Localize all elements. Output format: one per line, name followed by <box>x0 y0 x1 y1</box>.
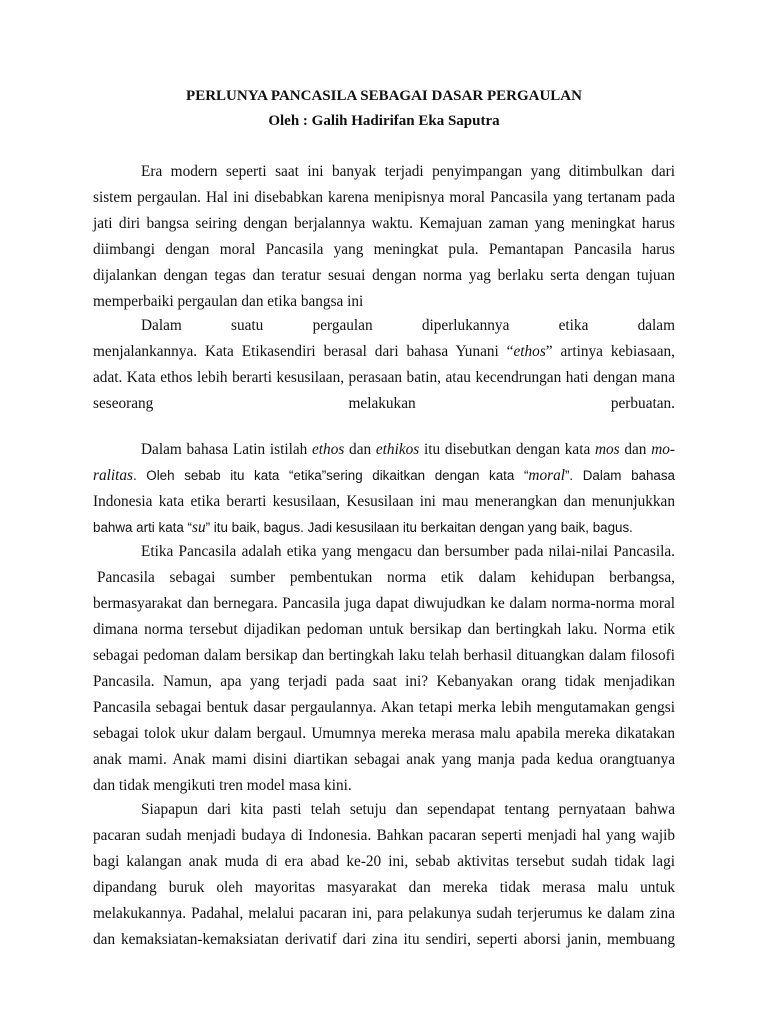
document-title: PERLUNYA PANCASILA SEBAGAI DASAR PERGAULAN <box>186 88 582 104</box>
text-line: anak mami. Anak mami disini diartikan sebagai anak yang manja pada kedua orangtuanya <box>93 751 675 768</box>
text-line: memperbaiki pergaulan dan etika bangsa ini <box>93 293 364 310</box>
text-line: sistem pergaulan. Hal ini disebabkan karena menipisnya moral Pancasila yang tertanam pada <box>93 189 675 206</box>
text-line: seseorang melakukan perbuatan. <box>93 395 675 412</box>
text-line: menjalankannya. Kata Etikasendiri berasal dari bahasa Yunani “ethos” artinya kebiasaan, <box>93 343 675 360</box>
text-line: Siapapun dari kita pasti telah setuju dan sependapat tentang pernyataan bahwa <box>141 801 675 818</box>
text-line: sebagai pedoman dalam bersikap dan bertingkah laku telah berhasil dituangkan dalam filosofi <box>93 647 675 664</box>
text-line: Etika Pancasila adalah etika yang mengacu dan bersumber pada nilai-nilai Pancasila. <box>141 543 675 560</box>
text-line: dimana norma tersebut dijadikan pedoman untuk bersikap dan bertingkah laku. Norma etik <box>93 621 675 638</box>
text-line: Pancasila sebagai bentuk dasar pergaulannya. Akan tetapi merka lebih mengutamakan gengsi <box>93 699 675 716</box>
text-line: Dalam suatu pergaulan diperlukannya etika dalam <box>141 317 675 334</box>
text-line: Era modern seperti saat ini banyak terjadi penyimpangan yang ditimbulkan dari <box>141 163 675 180</box>
text-line: bagi kalangan anak muda di era abad ke-20 ini, sebab aktivitas tersebut sudah tidak lagi <box>93 853 675 870</box>
text-line: dipandang buruk oleh mayoritas masyarakat dan mereka tidak merasa malu untuk <box>93 879 675 896</box>
text-line: Indonesia kata etika berarti kesusilaan, Kesusilaan ini mau menerangkan dan menunjukkan <box>93 493 675 510</box>
text-line: bahwa arti kata “su” itu baik, bagus. Jadi kesusilaan itu berkaitan dengan yang baik, bagus. <box>93 519 633 536</box>
text-line: bermasyarakat dan bernegara. Pancasila juga dapat diwujudkan ke dalam norma-norma moral <box>93 595 675 612</box>
text-line: dijalankan dengan tegas dan teratur sesuai dengan norma yag berlaku serta dengan tujuan <box>93 267 675 284</box>
text-line: adat. Kata ethos lebih berarti kesusilaan, perasaan batin, atau kecendrungan hati dengan mana <box>93 369 675 386</box>
text-line: ralitas. Oleh sebab itu kata “etika”sering dikaitkan dengan kata “moral”. Dalam bahasa <box>93 467 676 484</box>
text-line: jati diri bangsa seiring dengan berjalannya waktu. Kemajuan zaman yang meningkat harus <box>93 215 675 232</box>
text-line: pacaran sudah menjadi budaya di Indonesia. Bahkan pacaran seperti menjadi hal yang wajib <box>93 827 675 844</box>
text-line: sebagai tolok ukur dalam bergaul. Umumnya mereka merasa malu apabila mereka dikatakan <box>93 725 675 742</box>
text-line: melakukannya. Padahal, melalui pacaran ini, para pelakunya sudah terjerumus ke dalam zina <box>93 905 675 922</box>
text-line: dan tidak mengikuti tren model masa kini. <box>93 777 352 794</box>
document-author: Oleh : Galih Hadirifan Eka Saputra <box>268 113 500 129</box>
text-line: Pancasila. Namun, apa yang terjadi pada saat ini? Kebanyakan orang tidak menjadikan <box>93 673 675 690</box>
text-line: Dalam bahasa Latin istilah ethos dan ethikos itu disebutkan dengan kata mos dan mo- <box>141 441 675 458</box>
text-line: diimbangi dengan moral Pancasila yang meningkat pula. Pemantapan Pancasila harus <box>93 241 675 258</box>
text-line: Pancasila sebagai sumber pembentukan norma etik dalam kehidupan berbangsa, <box>97 569 675 586</box>
text-line: dan kemaksiatan-kemaksiatan derivatif dari zina itu sendiri, seperti aborsi janin, membuang <box>93 931 675 948</box>
